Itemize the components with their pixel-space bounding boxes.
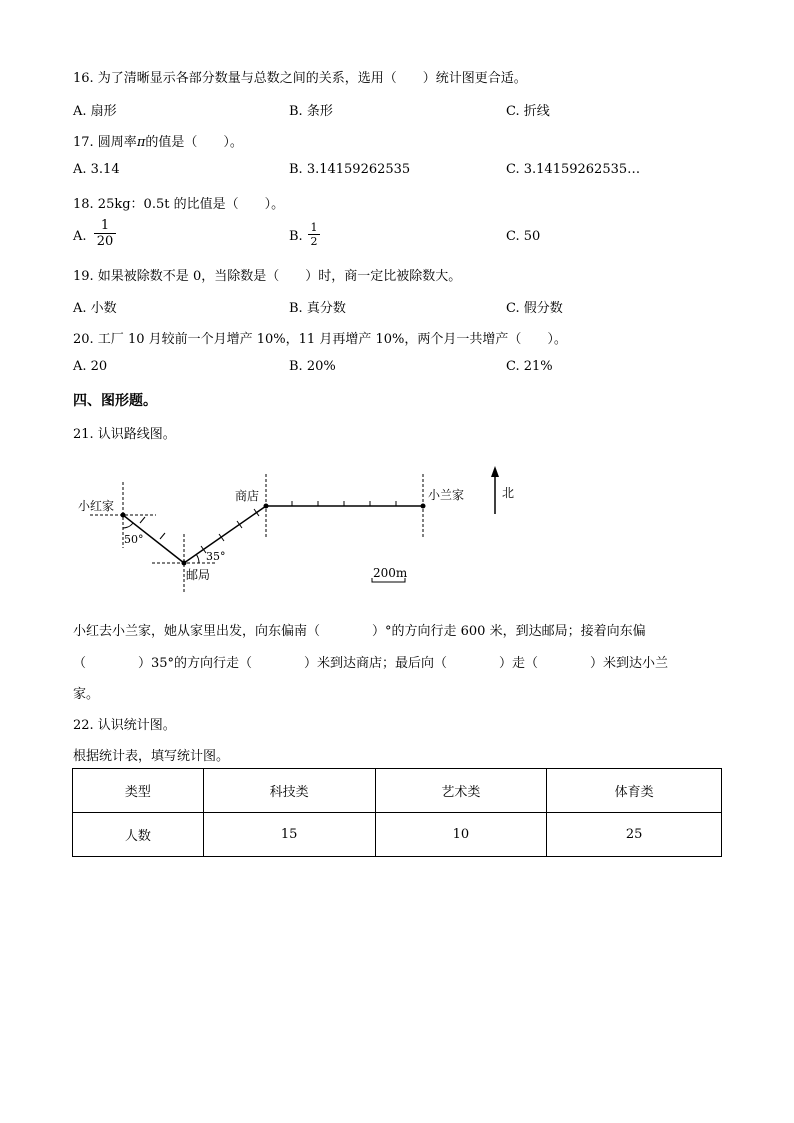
statistics-table bbox=[72, 768, 722, 857]
q18-option-a-label: A. bbox=[73, 229, 87, 244]
post-office-point bbox=[182, 561, 187, 566]
q17-option-a: A. 3.14 bbox=[73, 162, 120, 177]
q16-stem: 16. 为了清晰显示各部分数量与总数之间的关系，选用（ ）统计图更合适。 bbox=[73, 71, 527, 86]
table-header-cell: 艺术类 bbox=[375, 769, 547, 813]
table-cell: 人数 bbox=[73, 813, 204, 857]
fraction-numerator: 1 bbox=[310, 221, 318, 234]
q20-option-c: C. 21% bbox=[506, 359, 553, 374]
q16-option-a: A. 扇形 bbox=[73, 104, 117, 119]
q17-stem-pre: 17. 圆周率 bbox=[73, 135, 137, 150]
q16-option-b: B. 条形 bbox=[289, 104, 333, 119]
q20-option-a: A. 20 bbox=[73, 359, 108, 374]
route-path bbox=[123, 506, 423, 563]
q19-option-c: C. 假分数 bbox=[506, 301, 563, 316]
xiaolan-home-label: 小兰家 bbox=[428, 488, 465, 502]
fraction-denominator: 2 bbox=[310, 235, 318, 248]
table-row bbox=[73, 813, 722, 857]
q21-text-line2: （ ）35°的方向行走（ ）米到达商店；最后向（ ）走（ ）米到达小兰 bbox=[73, 656, 669, 671]
xiaolan-home-point bbox=[421, 504, 426, 509]
table-header-cell: 类型 bbox=[73, 769, 204, 813]
table-cell: 15 bbox=[203, 813, 375, 857]
q21-title: 21. 认识路线图。 bbox=[73, 427, 176, 442]
xiaohong-home-label: 小红家 bbox=[78, 499, 115, 513]
angle1-arc bbox=[123, 523, 133, 528]
q21-text-line1: 小红去小兰家，她从家里出发，向东偏南（ ）°的方向行走 600 米，到达邮局；接着向东偏 bbox=[73, 624, 646, 639]
q17-option-c: C. 3.14159262535… bbox=[506, 162, 641, 177]
segment1-ticks bbox=[140, 517, 165, 539]
q21-text-line3: 家。 bbox=[73, 687, 100, 702]
q20-stem: 20. 工厂 10 月较前一个月增产 10%，11 月再增产 10%，两个月一共增产（ ）。 bbox=[73, 332, 567, 347]
shop-point bbox=[264, 504, 269, 509]
q18-stem: 18. 25kg：0.5t 的比值是（ ）。 bbox=[73, 197, 285, 212]
post-office-label: 邮局 bbox=[186, 568, 211, 582]
fraction-denominator: 20 bbox=[96, 234, 114, 249]
q19-option-b: B. 真分数 bbox=[289, 301, 346, 316]
scale-label: 200m bbox=[373, 566, 408, 580]
north-label: 北 bbox=[502, 486, 515, 500]
table-header-cell: 体育类 bbox=[547, 769, 722, 813]
angle2-arc bbox=[196, 554, 199, 563]
shop-label: 商店 bbox=[235, 489, 260, 503]
q18-option-c: C. 50 bbox=[506, 229, 541, 244]
q17-option-b: B. 3.14159262535 bbox=[289, 162, 411, 177]
pi-symbol: π bbox=[136, 135, 146, 150]
q19-option-a: A. 小数 bbox=[73, 301, 117, 316]
q17-stem-post: 的值是（ ）。 bbox=[145, 135, 243, 150]
q20-option-b: B. 20% bbox=[289, 359, 336, 374]
fraction-numerator: 1 bbox=[100, 218, 110, 233]
table-header-cell: 科技类 bbox=[203, 769, 375, 813]
north-arrow bbox=[491, 466, 499, 514]
angle1-label: 50° bbox=[124, 533, 144, 546]
q16-option-c: C. 折线 bbox=[506, 104, 550, 119]
table-header-row bbox=[73, 769, 722, 813]
xiaohong-home-point bbox=[121, 513, 126, 518]
q18-option-b-label: B. bbox=[289, 229, 303, 244]
q22-subtitle: 根据统计表，填写统计图。 bbox=[73, 749, 230, 764]
table-cell: 10 bbox=[375, 813, 547, 857]
angle2-label: 35° bbox=[206, 550, 226, 563]
table-cell: 25 bbox=[547, 813, 722, 857]
q22-title: 22. 认识统计图。 bbox=[73, 718, 176, 733]
section-title: 四、图形题。 bbox=[73, 393, 157, 409]
q19-stem: 19. 如果被除数不是 0，当除数是（ ）时，商一定比被除数大。 bbox=[73, 269, 462, 284]
